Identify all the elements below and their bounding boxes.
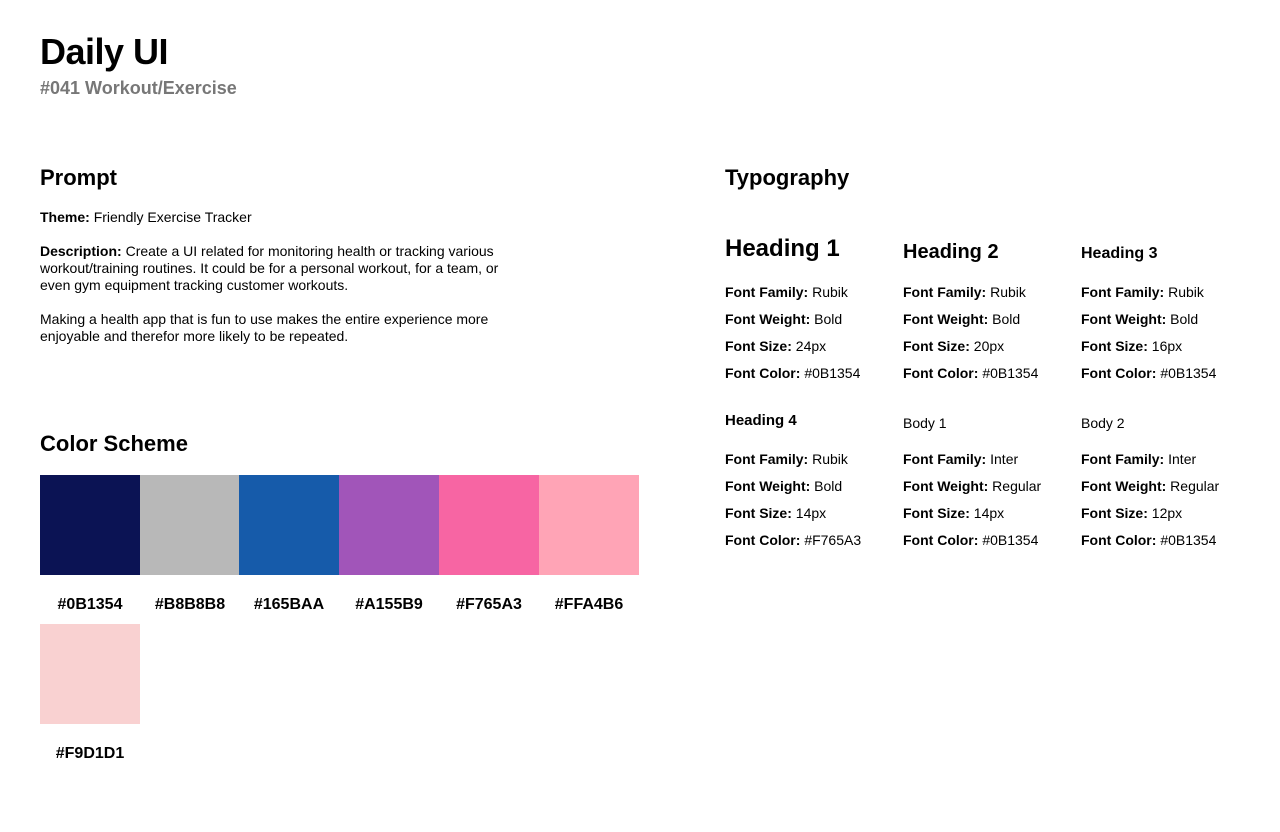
- spec-value: Bold: [1170, 311, 1199, 327]
- font-color-spec: [725, 532, 861, 549]
- spec-key: Font Color:: [1081, 532, 1157, 548]
- spec-value: #0B1354: [1160, 532, 1217, 548]
- theme-label: Theme:: [40, 209, 90, 225]
- font-family-spec: [725, 451, 848, 468]
- type-style-title: Heading 4: [725, 412, 797, 429]
- spec-key: Font Size:: [1081, 338, 1148, 354]
- spec-key: Font Color:: [725, 365, 801, 381]
- spec-key: Font Weight:: [1081, 311, 1167, 327]
- spec-key: Font Weight:: [1081, 478, 1167, 494]
- type-style-title: Body 2: [1081, 415, 1125, 431]
- spec-value: Rubik: [812, 451, 848, 467]
- description-label: Description:: [40, 243, 122, 259]
- font-weight-spec: [1081, 478, 1219, 495]
- spec-key: Font Weight:: [725, 311, 811, 327]
- color-swatch-label: #0B1354: [57, 596, 123, 613]
- theme-line: [40, 209, 520, 226]
- spec-key: Font Weight:: [903, 478, 989, 494]
- prompt-extra: Making a health app that is fun to use makes the entire experience more enjoyable and therefor more likely to be repeated.: [40, 311, 489, 344]
- spec-key: Font Color:: [725, 532, 801, 548]
- spec-key: Font Weight:: [725, 478, 811, 494]
- page-subtitle: #041 Workout/Exercise: [40, 78, 237, 98]
- spec-key: Font Color:: [903, 532, 979, 548]
- color-swatch: [539, 475, 639, 575]
- description-line: [40, 243, 520, 294]
- spec-value: Inter: [1168, 451, 1197, 467]
- font-family-spec: [1081, 451, 1196, 468]
- color-swatch-label: #B8B8B8: [154, 596, 226, 613]
- font-size-spec: [1081, 338, 1182, 355]
- spec-value: Rubik: [1168, 284, 1204, 300]
- font-size-spec: [903, 505, 1004, 522]
- spec-key: Font Color:: [1081, 365, 1157, 381]
- font-color-spec: [903, 365, 1038, 382]
- prompt-heading: Prompt: [40, 165, 117, 190]
- spec-value: Bold: [814, 311, 843, 327]
- spec-value: #0B1354: [982, 532, 1039, 548]
- color-swatch: [40, 624, 140, 724]
- font-color-spec: [725, 365, 860, 382]
- color-swatch: [140, 475, 240, 575]
- spec-value: Bold: [992, 311, 1021, 327]
- spec-value: 14px: [973, 505, 1005, 521]
- spec-value: #0B1354: [982, 365, 1039, 381]
- color-swatch: [40, 475, 140, 575]
- spec-value: #0B1354: [804, 365, 861, 381]
- page-title: Daily UI: [40, 31, 169, 72]
- font-family-spec: [903, 284, 1026, 301]
- font-weight-spec: [725, 478, 842, 495]
- spec-value: Rubik: [812, 284, 848, 300]
- font-color-spec: [1081, 532, 1216, 549]
- spec-value: 20px: [973, 338, 1005, 354]
- type-style-title: Heading 2: [903, 241, 999, 263]
- theme-value: Friendly Exercise Tracker: [93, 209, 252, 225]
- color-swatch-label: #165BAA: [253, 596, 325, 613]
- spec-key: Font Family:: [1081, 451, 1165, 467]
- type-style-title: Body 1: [903, 415, 947, 431]
- spec-value: 24px: [795, 338, 827, 354]
- color-swatch-label: #F765A3: [456, 596, 522, 613]
- font-size-spec: [725, 505, 826, 522]
- spec-key: Font Weight:: [903, 311, 989, 327]
- spec-value: Regular: [992, 478, 1042, 494]
- spec-value: 12px: [1151, 505, 1183, 521]
- spec-key: Font Family:: [903, 284, 987, 300]
- color-swatch: [239, 475, 339, 575]
- spec-value: 16px: [1151, 338, 1183, 354]
- spec-key: Font Size:: [903, 338, 970, 354]
- font-weight-spec: [903, 478, 1041, 495]
- spec-key: Font Color:: [903, 365, 979, 381]
- type-style-title: Heading 1: [725, 235, 840, 262]
- spec-value: #F765A3: [804, 532, 862, 548]
- spec-key: Font Size:: [725, 338, 792, 354]
- font-weight-spec: [725, 311, 842, 328]
- font-family-spec: [1081, 284, 1204, 301]
- spec-value: Regular: [1170, 478, 1220, 494]
- color-swatch: [439, 475, 539, 575]
- font-size-spec: [725, 338, 826, 355]
- color-swatch: [339, 475, 439, 575]
- font-color-spec: [903, 532, 1038, 549]
- spec-value: Inter: [990, 451, 1019, 467]
- font-size-spec: [903, 338, 1004, 355]
- spec-key: Font Size:: [725, 505, 792, 521]
- spec-key: Font Family:: [903, 451, 987, 467]
- spec-value: Rubik: [990, 284, 1026, 300]
- spec-key: Font Family:: [725, 284, 809, 300]
- font-family-spec: [725, 284, 848, 301]
- color-scheme-heading: Color Scheme: [40, 431, 188, 456]
- font-weight-spec: [1081, 311, 1198, 328]
- spec-value: Bold: [814, 478, 843, 494]
- spec-key: Font Size:: [903, 505, 970, 521]
- spec-key: Font Family:: [1081, 284, 1165, 300]
- description-value: Create a UI related for monitoring health or tracking various workout/training routines. It could be for a personal workout, for a team, or even gym equipment tracking customer workouts.: [40, 243, 499, 293]
- spec-key: Font Family:: [725, 451, 809, 467]
- color-swatch-label: #F9D1D1: [55, 745, 125, 762]
- spec-value: 14px: [795, 505, 827, 521]
- font-color-spec: [1081, 365, 1216, 382]
- font-weight-spec: [903, 311, 1020, 328]
- type-style-title: Heading 3: [1081, 245, 1158, 262]
- prompt-body: [40, 209, 520, 362]
- font-family-spec: [903, 451, 1018, 468]
- spec-value: #0B1354: [1160, 365, 1217, 381]
- font-size-spec: [1081, 505, 1182, 522]
- spec-key: Font Size:: [1081, 505, 1148, 521]
- typography-heading: Typography: [725, 165, 850, 190]
- color-swatch-label: #A155B9: [355, 596, 423, 613]
- color-swatch-label: #FFA4B6: [554, 596, 624, 613]
